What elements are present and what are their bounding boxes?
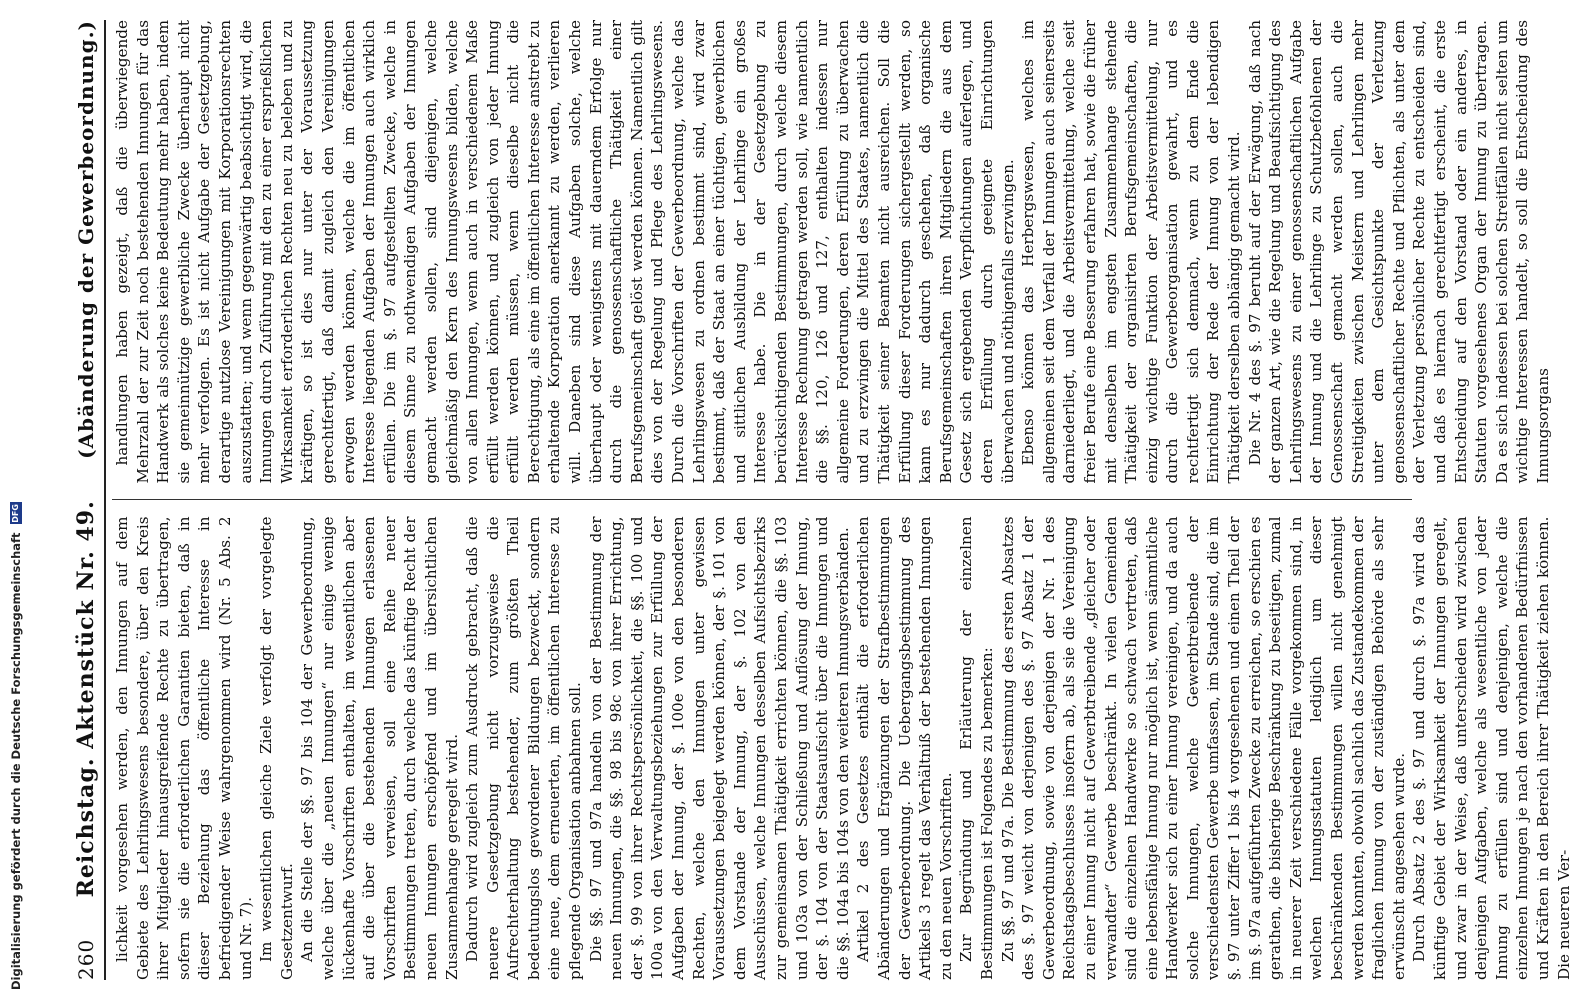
page-number: 260 xyxy=(74,938,98,980)
paragraph: lichkeit vorgesehen werden, den Innungen auf dem Gebiete des Lehrlingswesens besondere, über den Kreis ihrer Mitglieder hinausgreifende Rechte zu übertragen, sofern sie die erforderlichen Garantien bieten, daß in dieser Beziehung das öffentliche Interesse in befriedigender Weise wahrgenommen wird (Nr. 5 Abs. 2 und Nr. 7). xyxy=(113,516,255,980)
dfg-logo: DFG xyxy=(11,504,20,523)
page-subtitle: (Abänderung der Gewerbeordnung.) xyxy=(74,20,98,459)
page-header xyxy=(68,20,106,980)
paragraph: Die §§. 97 und 97a handeln von der Bestimmung der neuen Innungen, die §§. 98 bis 98c von ihrer Errichtung, der §. 99 von ihrer Rechtspersönlichkeit, die §§. 100 und 100a von den Verwaltungsbeziehungen zur Erfüllung der Aufgaben der Innung, der §. 100e von den besonderen Rechten, welche den Innungen unter gewissen Voraussetzungen beigelegt werden können, der §. 101 von dem Vorstande der Innung, der §. 102 von den Ausschüssen, welche Innungen desselben Aufsichtsbezirks zur gemeinsamen Thätigkeit errichten können, die §§. 103 und 103a von der Schließung und Auflösung der Innung, der §. 104 von der Staatsaufsicht über die Innungen und die §§. 104a bis 104s von den weiteren Innungsverbänden. xyxy=(586,516,852,980)
column-divider xyxy=(112,500,1412,501)
funding-note xyxy=(4,120,28,990)
paragraph: Durch Absatz 2 des §. 97 und durch §. 97a wird das künftige Gebiet der Wirksamkeit der Innungen geregelt, und zwar in der Weise, daß unterschieden wird zwischen denjenigen Aufgaben, welche als wesentliche von jeder Innung zu erfüllen sind und denjenigen, welche die einzelnen Innungen je nach den vorhandenen Bedürfnissen und Kräften in den Bereich ihrer Thätigkeit ziehen können. Die neueren Ver- xyxy=(1410,516,1573,980)
paragraph: handlungen haben gezeigt, daß die überwiegende Mehrzahl der zur Zeit noch bestehenden Innungen für das Handwerk als solches keine Bedeutung mehr haben, indem sie gemeinnützige gewerbliche Zwecke überhaupt nicht mehr verfolgen. Es ist nicht Aufgabe der Gesetzgebung, derartige nutzlose Vereinigungen mit Korporationsrechten auszustatten; und wenn gegenwärtig beabsichtigt wird, die Innungen durch Zuführung mit den zu einer ersprießlichen Wirksamkeit erforderlichen Rechten neu zu beleben und zu kräftigen, so ist dies nur unter der Voraussetzung gerechtfertigt, daß damit zugleich den Vereinigungen erwogen werden können, welche die im öffentlichen Interesse liegenden Aufgaben der Innungen auch wirklich erfüllen. Die im §. 97 aufgestellten Zwecke, welche in diesem Sinne zu nothwendigen Aufgaben der Innungen gemacht werden sollen, sind diejenigen, welche gleichmäßig den Kern des Innungswesens bilden, welche von allen Innungen, wenn auch in verschiedenem Maße erfüllt werden können, und zugleich von jeder Innung erfüllt werden müssen, wenn dieselbe nicht die Berechtigung, als eine im öffentlichen Interesse anstrebt zu erhaltende Korporation anerkannt zu werden, verlieren will. Daneben sind diese Aufgaben solche, welche überhaupt oder wenigstens mit dauerndem Erfolge nur durch die genossenschaftliche Thätigkeit einer Berufsgemeinschaft gelöst werden können. Namentlich gilt dies von der Regelung und Pflege des Lehrlingswesens. Durch die Vorschriften der Gewerbeordnung, welche das Lehrlingswesen zu ordnen bestimmt sind, wird zwar bestimmt, daß der Staat an einer tüchtigen, gewerblichen und sittlichen Ausbildung der Lehrlinge ein großes Interesse habe. Die in der Gesetzgebung zu berücksichtigenden Bestimmungen, durch welche diesem Interesse Rechnung getragen werden soll, wie namentlich die §§. 120, 126 und 127, enthalten indessen nur allgemeine Forderungen, deren Erfüllung zu überwachen und zu erzwingen die Mittel des Staates, namentlich die Thätigkeit seiner Beamten nicht ausreichen. Soll die Erfüllung dieser Forderungen sichergestellt werden, so kann es nur dadurch geschehen, daß organische Berufsgemeinschaften ihren Mitgliedern die aus dem Gesetz sich ergebenden Verpflichtungen auferlegen, und deren Erfüllung durch geeignete Einrichtungen überwachen und nöthigenfalls erzwingen. xyxy=(113,20,1017,484)
paragraph: An die Stelle der §§. 97 bis 104 der Gewerbeordnung, welche über die „neuen Innungen“ nur einige wenige lückenhafte Vorschriften enthalten, im wesentlichen aber auf die über die bestehenden Innungen erlassenen Vorschriften verweisen, soll eine Reihe neuer Bestimmungen treten, durch welche das künftige Recht der neuen Innungen erschöpfend und im übersichtlichen Zusammenhange geregelt wird. xyxy=(298,516,461,980)
paragraph: Die Nr. 4 des §. 97 beruht auf der Erwägung, daß nach der ganzen Art, wie die Regelung und Beaufsichtigung des Lehrlingswesens zu einer genossenschaftlichen Aufgabe der Innung und die Lehrlinge zu Schutzbefohlenen der Genossenschaft gemacht werden sollen, auch die Streitigkeiten zwischen Meistern und Lehrlingen mehr unter dem Gesichtspunkte der Verletzung genossenschaftlicher Rechte und Pflichten, als unter dem der Verletzung persönlicher Rechte zu entscheiden sind, und daß es hiernach gerechtfertigt erscheint, die erste Entscheidung auf den Vorstand oder ein anderes, in Statuten vorgesehenes Organ der Innung zu übertragen. Da es sich indessen bei solchen Streitfällen nicht selten um wichtige Interessen handelt, so soll die Entscheidung des Innungsorgans xyxy=(1245,20,1552,484)
paragraph: Dadurch wird zugleich zum Ausdruck gebracht, daß die neuere Gesetzgebung nicht vorzugsweise die Aufrechterhaltung bestehender, zum größten Theil bedeutungslos gewordener Bildungen bezweckt, sondern eine neue, dem erneuerten, im öffentlichen Interesse zu pflegende Organisation anbahnen soll. xyxy=(463,516,585,980)
paragraph: Zur Begründung und Erläuterung der einzelnen Bestimmungen ist Folgendes zu bemerken: xyxy=(957,516,996,980)
side-note xyxy=(4,120,28,990)
right-column xyxy=(112,20,1552,484)
left-column xyxy=(112,516,1573,981)
document-page xyxy=(58,6,1573,994)
text-columns xyxy=(112,20,1573,980)
paragraph: Artikel 2 des Gesetzes enthält die erforderlichen Abänderungen und Ergänzungen der Strafbestimmungen der Gewerbeordnung. Die Uebergangsbestimmung des Artikels 3 regelt das Verhältniß der bestehenden Innungen zu den neuen Vorschriften. xyxy=(854,516,955,980)
funding-text: Digitalisierung gefördert durch die Deutsche Forschungsgemeinschaft xyxy=(9,532,23,990)
paragraph: Zu §§. 97 und 97a. Die Bestimmung des ersten Absatzes des §. 97 weicht von derjenigen des §. 97 Absatz 1 der Gewerbeordnung, sowie von derjenigen der Nr. 1 des Reichstagsbeschlusses insofern ab, als sie die Vereinigung zu einer Innung nicht auf Gewerbtreibende „gleicher oder verwandter“ Gewerbe beschränkt. In vielen Gemeinden sind die einzelnen Handwerke so schwach vertreten, daß eine lebensfähige Innung nur möglich ist, wenn sämmtliche Handwerker sich zu einer Innung vereinigen, und da auch solche Innungen, welche Gewerbtreibende der verschiedensten Gewerbe umfassen, im Stande sind, die im §. 97 unter Ziffer 1 bis 4 vorgesehenen und einen Theil der im §. 97a aufgeführten Zwecke zu erreichen, so erschien es gerathen, die bisherige Beschränkung zu beseitigen, zumal in neuerer Zeit verschiedene Fälle vorgekommen sind, in welchen Innungsstatuten lediglich um dieser beschränkenden Bestimmungen willen nicht genehmigt werden konnten, obwohl sachlich das Zustandekommen der fraglichen Innung von der zuständigen Behörde als sehr erwünscht angesehen wurde. xyxy=(998,516,1408,980)
paragraph: Ebenso können das Herbergswesen, welches im allgemeinen seit dem Verfall der Innungen auch seinerseits darniederliegt, und die Arbeitsvermittelung, welche seit freier Berufe eine Besserung erfahren hat, sowie die früher mit denselben im engsten Zusammenhange stehende Thätigkeit der organisirten Berufsgemeinschaften, die einzig wichtige Funktion der Arbeitsvermittelung, nur durch die Gewerbeorganisation gewahrt, und es rechtfertigt sich demnach, wenn zu dem Ende die Einrichtung der Rede der Innung von der lebendigen Thätigkeit derselben abhängig gemacht wird. xyxy=(1019,20,1244,484)
paragraph: Im wesentlichen gleiche Ziele verfolgt der vorgelegte Gesetzentwurf. xyxy=(257,516,296,980)
page-title: Reichstag. Aktenstück Nr. 49. xyxy=(73,500,99,898)
